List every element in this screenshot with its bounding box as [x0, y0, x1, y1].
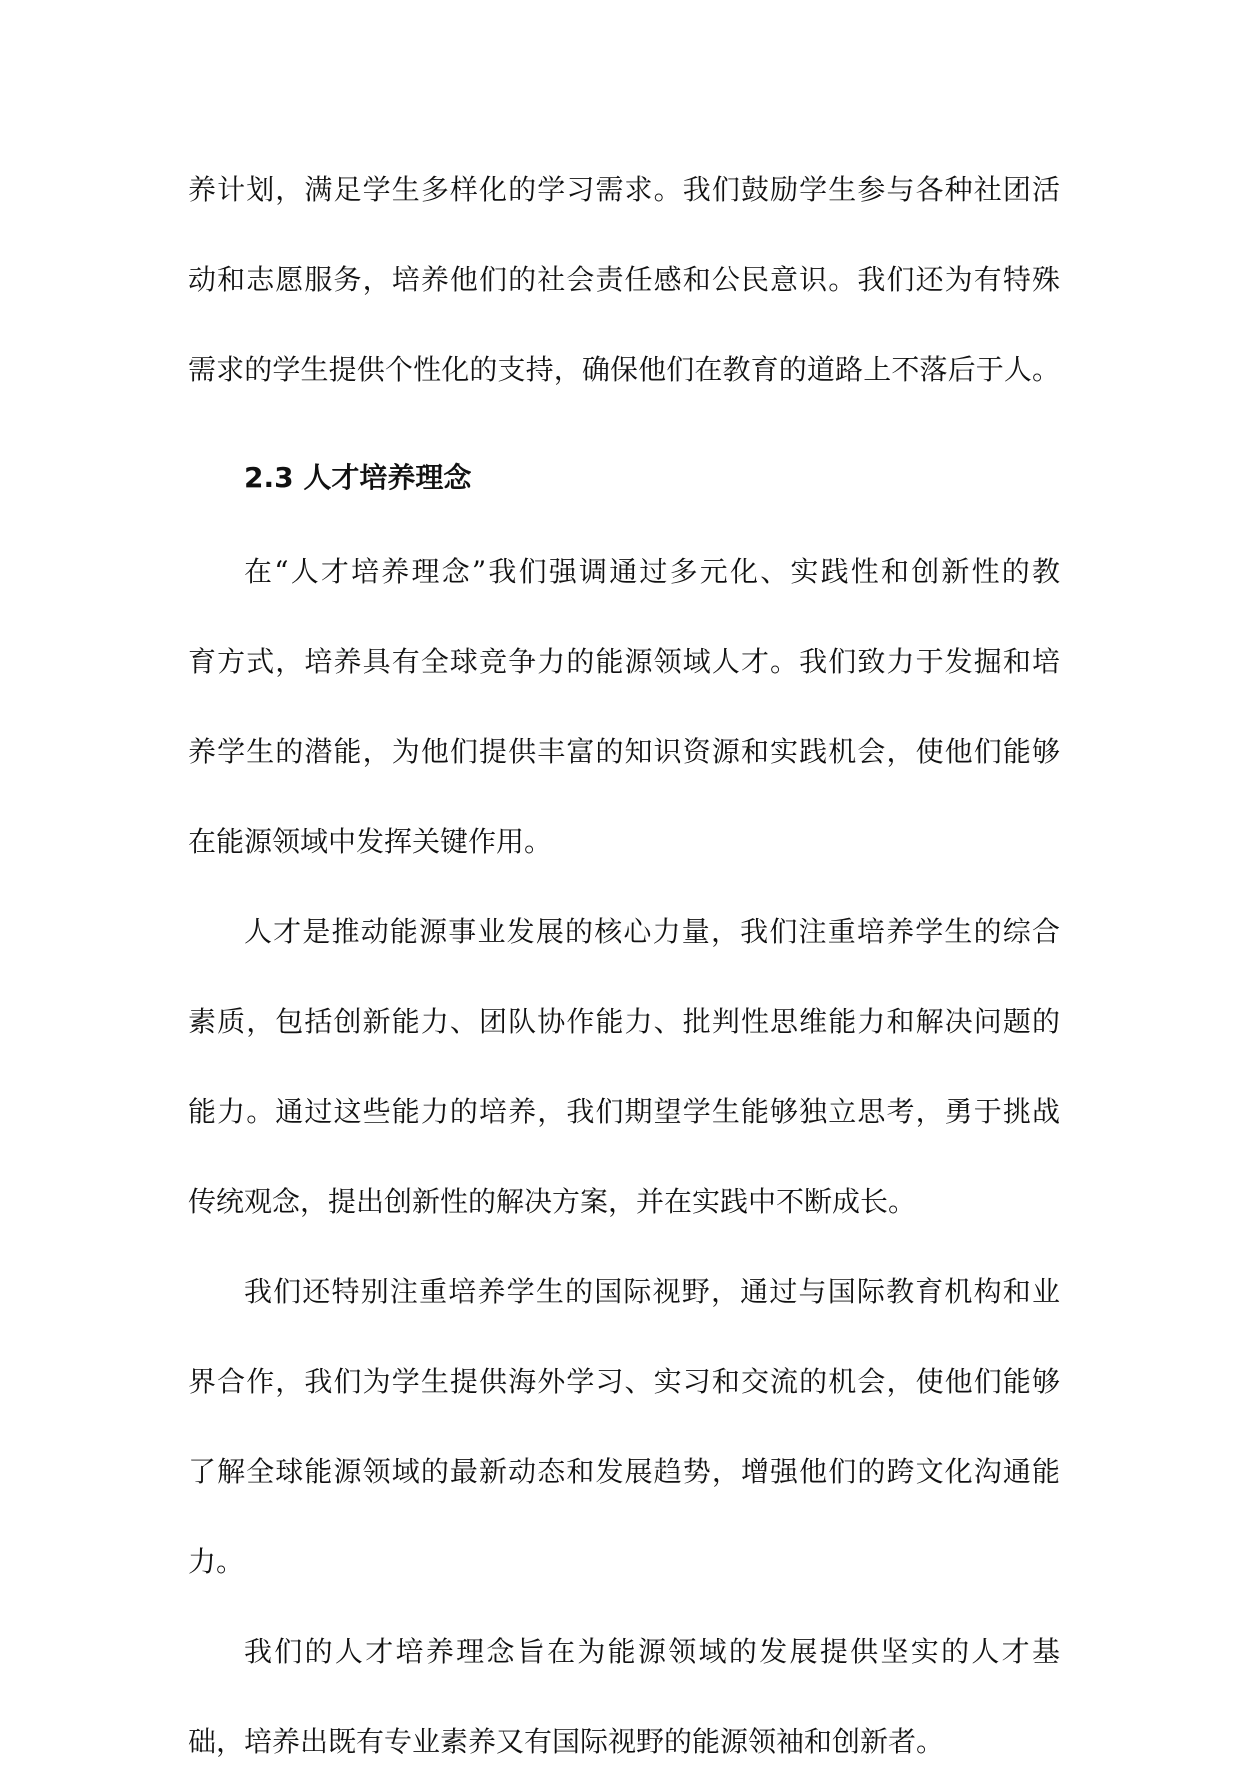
document-page — [188, 145, 1060, 1787]
paragraph-3 — [188, 1247, 1060, 1607]
paragraph-line: 界合作，我们为学生提供海外学习、实习和交流的机会，使他们能够 — [188, 1365, 1060, 1398]
paragraph-line: 础，培养出既有专业素养又有国际视野的能源领袖和创新者。 — [188, 1725, 945, 1758]
paragraph-2 — [188, 887, 1060, 1247]
paragraph-line: 养学生的潜能，为他们提供丰富的知识资源和实践机会，使他们能够 — [188, 735, 1060, 768]
paragraph-line: 能力。通过这些能力的培养，我们期望学生能够独立思考，勇于挑战 — [188, 1095, 1060, 1128]
paragraph-line: 传统观念，提出创新性的解决方案，并在实践中不断成长。 — [188, 1185, 917, 1218]
paragraph-line: 了解全球能源领域的最新动态和发展趋势，增强他们的跨文化沟通能 — [188, 1455, 1060, 1488]
paragraph-line: 力。 — [188, 1545, 245, 1578]
paragraph-4 — [188, 1607, 1060, 1787]
paragraph-line: 人才是推动能源事业发展的核心力量，我们注重培养学生的综合 — [244, 915, 1060, 948]
paragraph-line: 素质，包括创新能力、团队协作能力、批判性思维能力和解决问题的 — [188, 1005, 1060, 1038]
paragraph-1 — [188, 527, 1060, 887]
paragraph-line: 需求的学生提供个性化的支持，确保他们在教育的道路上不落后于人。 — [188, 353, 1060, 386]
paragraph-line: 在“人才培养理念”我们强调通过多元化、实践性和创新性的教 — [244, 555, 1060, 588]
paragraph-line: 我们的人才培养理念旨在为能源领域的发展提供坚实的人才基 — [244, 1635, 1060, 1668]
paragraph-line: 育方式，培养具有全球竞争力的能源领域人才。我们致力于发掘和培 — [188, 645, 1060, 678]
paragraph-line: 动和志愿服务，培养他们的社会责任感和公民意识。我们还为有特殊 — [188, 263, 1060, 296]
paragraph-line: 在能源领域中发挥关键作用。 — [188, 825, 553, 858]
paragraph-line: 我们还特别注重培养学生的国际视野，通过与国际教育机构和业 — [244, 1275, 1060, 1308]
paragraph-line: 养计划，满足学生多样化的学习需求。我们鼓励学生参与各种社团活 — [188, 173, 1060, 206]
paragraph-intro — [188, 145, 1060, 415]
section-heading: 2.3 人才培养理念 — [244, 461, 472, 494]
